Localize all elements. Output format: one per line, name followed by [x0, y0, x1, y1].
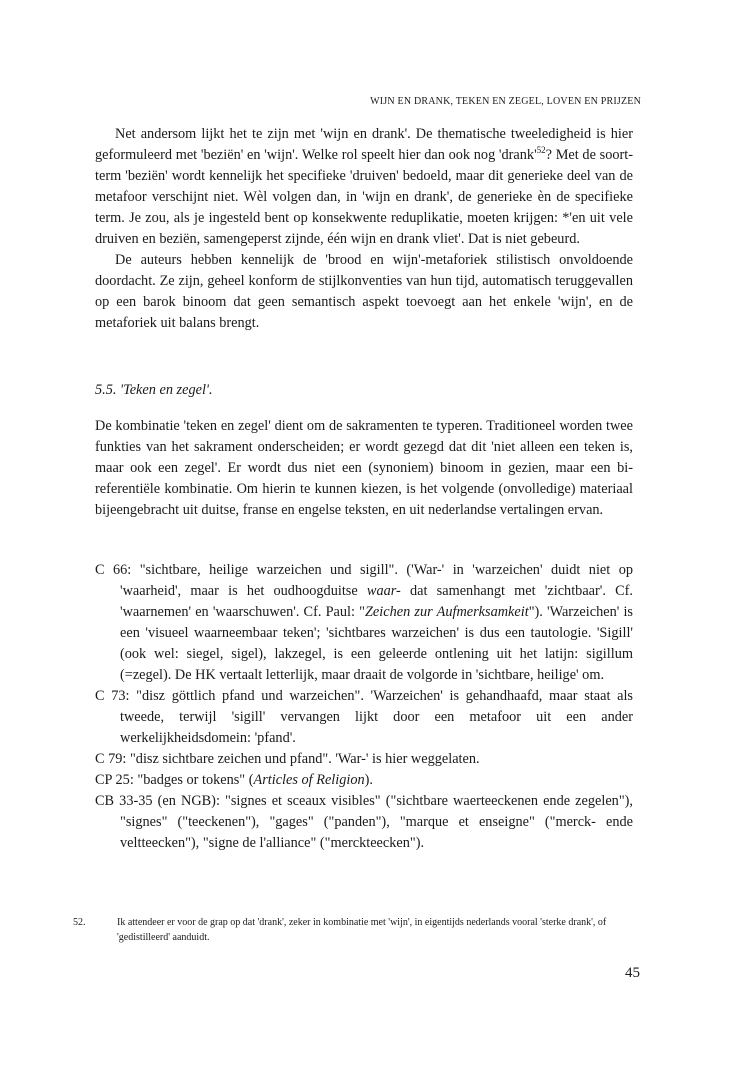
entry-italic: waar- — [366, 583, 401, 599]
entry-cp25 — [95, 770, 633, 791]
entry-cb: CB 33-35 (en NGB): "signes et sceaux visibles" ("sichtbare waerteeckenen ende zegelen"), "signes" ("teeckenen"), "gages" ("panden"), "marque et enseigne" ("merck- ende veltteecken"), "signe de l'alliance" ("merckteecken"). — [95, 793, 633, 851]
entry-text: ). — [364, 772, 373, 788]
running-head: WIJN EN DRANK, TEKEN EN ZEGEL, LOVEN EN PRIJZEN — [370, 96, 641, 107]
entry-text: C 66: "sichtbare, heilige warzeichen und sigill". ('War-' in 'warzeichen' duidt niet op 'waarheid', maar is het oudhoogduitse — [95, 562, 633, 599]
body-text-block-2 — [95, 416, 633, 521]
entry-c79: C 79: "disz sichtbare zeichen und pfand". 'War-' is hier weggelaten. — [95, 751, 480, 767]
entry-italic: Zeichen zur Aufmerksamkeit — [364, 604, 529, 620]
paragraph-text: ? Met de soort-term 'beziën' wordt kennelijk het specifieke 'druiven' bedoeld, maar dit generieke deel van de metafoor verschijnt niet. Wèl volgen dan, in 'wijn en drank', de generieke èn de specifieke term. Je zou, als je ingesteld bent op konsekwente reduplikatie, moeten krijgen: *'en uit vele druiven en beziën, samengeperst zijnde, één wijn en drank vliet'. Dat is niet gebeurd. — [95, 147, 633, 247]
paragraph-teken-en-zegel: De kombinatie 'teken en zegel' dient om de sakramenten te typeren. Traditioneel worden twee funkties van het sakrament onderscheiden; er wordt gezegd dat dit 'niet alleen een teken is, maar ook een zegel'. Er wordt dus niet een (synoniem) binoom in gezien, maar een bi-referentiële kombinatie. Om hierin te kunnen kiezen, is het volgende (onvolledige) materiaal bijeengebracht uit duitse, franse en engelse teksten, en uit nederlandse vertalingen ervan. — [95, 418, 633, 518]
footnote-body — [73, 915, 633, 945]
entry-c73: C 73: "disz göttlich pfand und warzeichen". 'Warzeichen' is gehandhaafd, maar staat als tweede, terwijl 'sigill' vervangen lijkt door een metafoor uit een ander werkelijkheidsdomein: 'pfand'. — [95, 688, 633, 746]
body-text-block-1 — [95, 124, 633, 334]
entry-text: "). 'Warzeichen' is een 'visueel waarneembaar teken'; 'sichtbares warzeichen' is dus een tautologie. 'Sigill' (ook wel: siegel, sigel), lakzegel, is een geleerde ontlening uit het latijn: sigillum (=zegel). De HK vertaalt letterlijk, maar draait de volgorde in 'sichtbare, heilige' om. — [120, 604, 633, 683]
section-heading: 5.5. 'Teken en zegel'. — [95, 382, 213, 398]
footnote-ref-52[interactable]: 52 — [536, 145, 546, 156]
footnote-number: 52. — [73, 917, 86, 928]
footnote-text: Ik attendeer er voor de grap op dat 'drank', zeker in kombinatie met 'wijn', in eigentijds nederlands vooral 'sterke drank', of 'gedistilleerd' aanduidt. — [117, 917, 607, 943]
source-entries-list — [95, 560, 633, 854]
paragraph-wijn-en-drank — [95, 124, 633, 250]
page-number: 45 — [625, 965, 640, 981]
paragraph-text: Net andersom lijkt het te zijn met 'wijn en drank'. De thematische tweeledigheid is hier geformuleerd met 'beziën' en 'wijn'. Welke rol speelt hier dan ook nog 'drank' — [95, 126, 633, 163]
entry-text: dat samenhangt met 'zichtbaar'. Cf. 'waarnemen' en 'waarschuwen'. Cf. Paul: " — [120, 583, 633, 620]
entry-italic: Articles of Religion — [253, 772, 365, 788]
paragraph-brood-en-wijn: De auteurs hebben kennelijk de 'brood en wijn'-metaforiek stilistisch onvoldoende doordacht. Ze zijn, geheel konform de stijlkonventies van hun tijd, automatisch teruggevallen op een barok binoom dat geen semantisch aspekt toevoegt aan het enkele 'wijn', en de metaforiek uit balans brengt. — [95, 252, 633, 331]
entry-c66 — [95, 560, 633, 686]
entry-text: CP 25: "badges or tokens" ( — [95, 772, 254, 788]
footnote-52 — [73, 915, 633, 945]
